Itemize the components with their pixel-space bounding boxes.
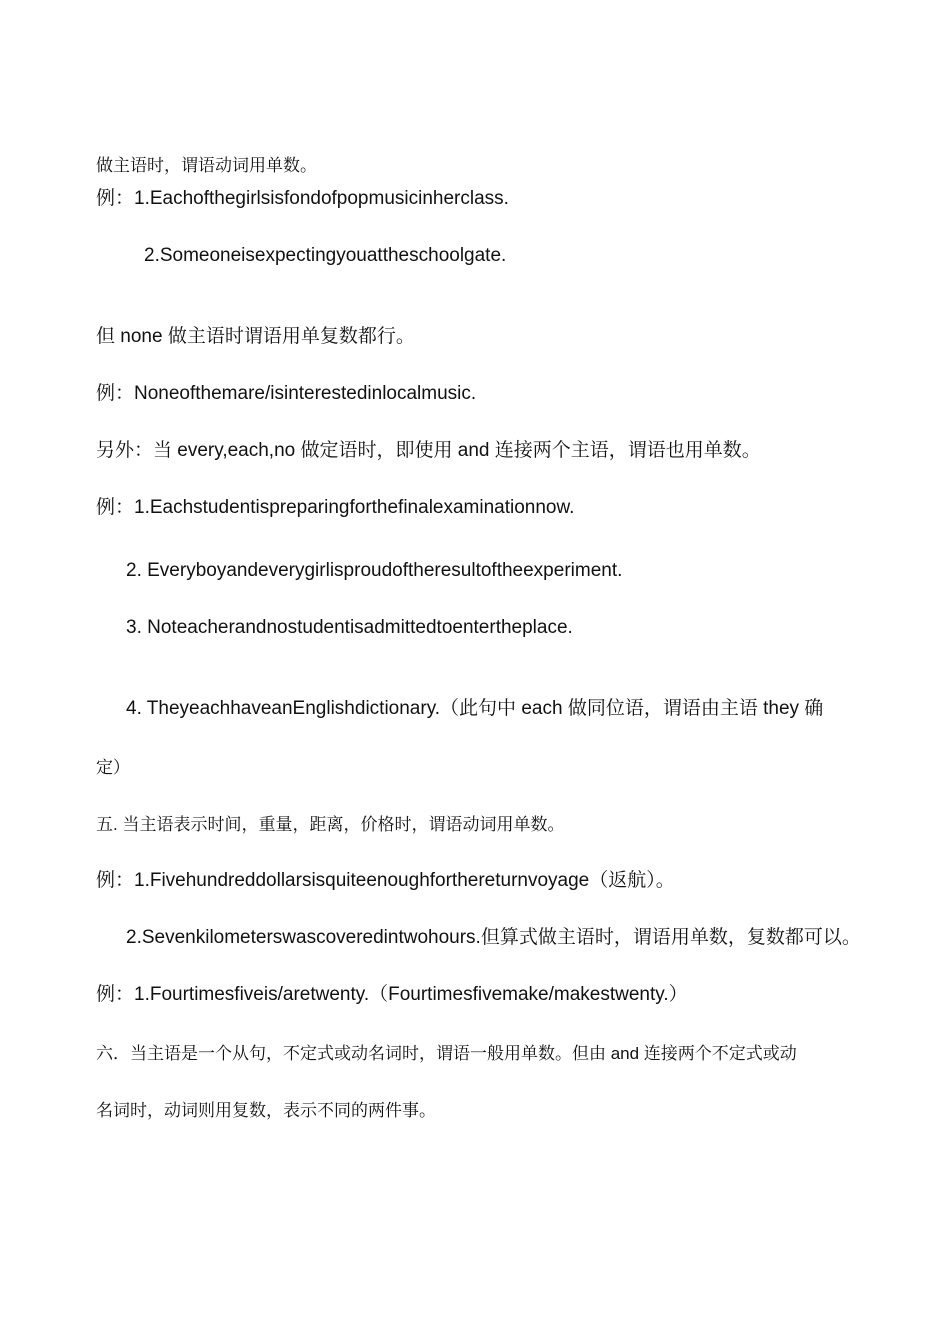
- example-line-every-boy: 2. Everyboyandeverygirlisproudoftheresultoftheexperiment.: [126, 560, 623, 581]
- continuation-line: 定）: [96, 758, 130, 777]
- section-six-continuation: 名词时，动词则用复数，表示不同的两件事。: [96, 1101, 436, 1120]
- section-six-heading: 六．当主语是一个从句，不定式或动名词时，谓语一般用单数。但由 and 连接两个不定式或动: [96, 1044, 797, 1063]
- example-line-dollars: 例：1.Fivehundreddollarsisquiteenoughforthereturnvoyage（返航）。: [96, 870, 675, 891]
- example-line-they-each: 4. TheyeachhaveanEnglishdictionary.（此句中 each 做同位语，谓语由主语 they 确: [126, 698, 824, 719]
- example-line-each-student: 例：1.Eachstudentispreparingforthefinalexaminationnow.: [96, 497, 575, 518]
- rule-text-singular-verb: 做主语时，谓语动词用单数。: [96, 156, 317, 175]
- rule-text-every-each-no: 另外：当 every,each,no 做定语时，即使用 and 连接两个主语，谓语也用单数。: [96, 440, 761, 461]
- example-line-no-teacher: 3. Noteacherandnostudentisadmittedtoentertheplace.: [126, 617, 573, 638]
- example-line-none: 例：Noneofthemare/isinterestedinlocalmusic.: [96, 383, 477, 404]
- section-five-heading: 五. 当主语表示时间，重量，距离，价格时，谓语动词用单数。: [96, 815, 565, 834]
- example-line-kilometers: 2.Sevenkilometerswascoveredintwohours.但算式做主语时，谓语用单数，复数都可以。: [126, 927, 861, 948]
- rule-text-none: 但 none 做主语时谓语用单复数都行。: [96, 326, 415, 347]
- example-line-1: 例：1.Eachofthegirlsisfondofpopmusicinherclass.: [96, 188, 509, 209]
- example-line-four-times: 例：1.Fourtimesfiveis/aretwenty.（Fourtimesfivemake/makestwenty.）: [96, 984, 688, 1005]
- example-line-2: 2.Someoneisexpectingyouattheschoolgate.: [144, 245, 507, 266]
